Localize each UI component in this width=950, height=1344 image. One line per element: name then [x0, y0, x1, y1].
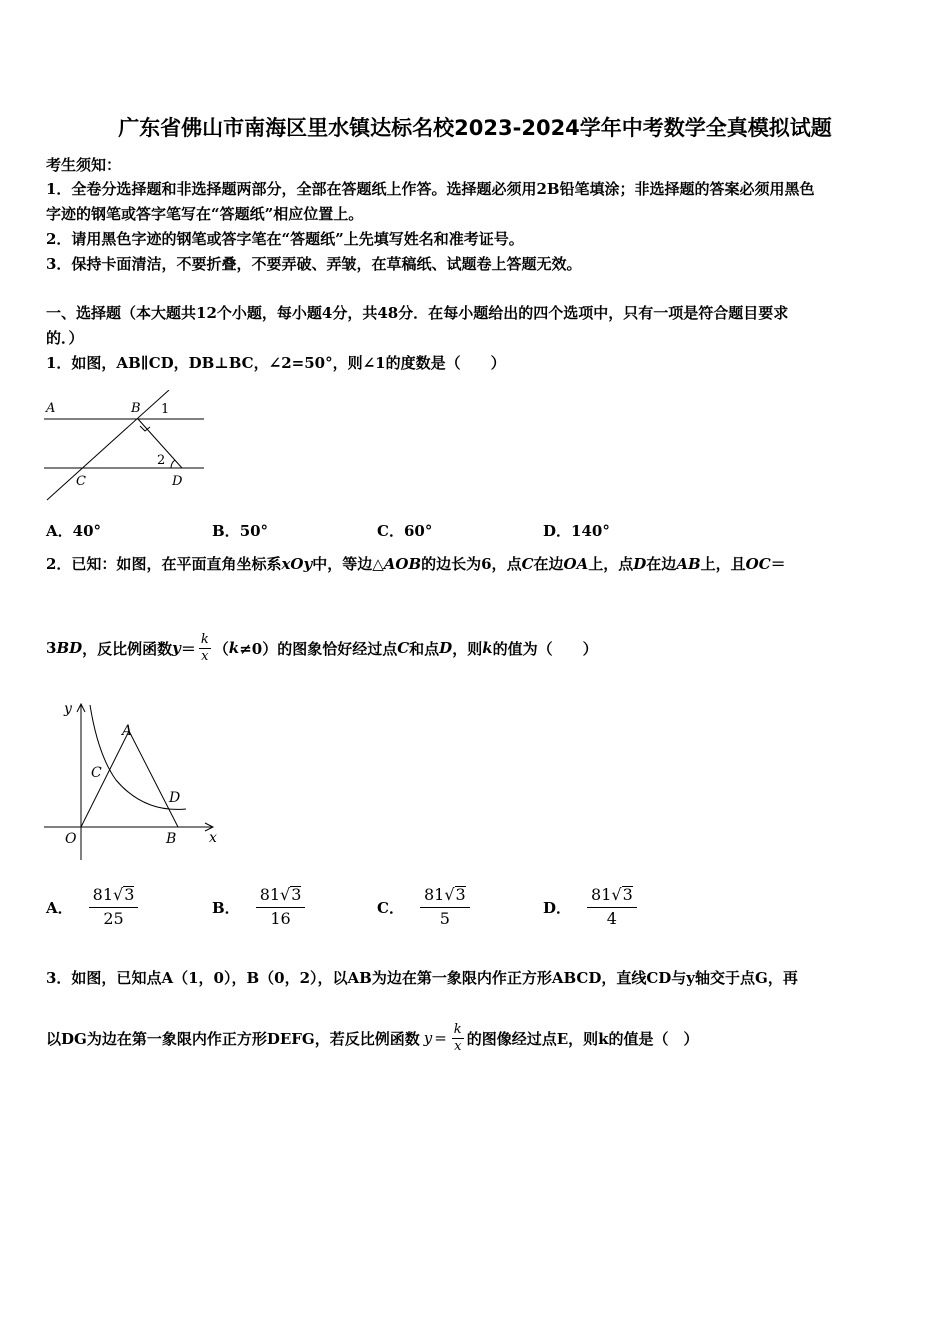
angle-2-arc	[171, 460, 175, 468]
option-a[interactable]: A．40°	[46, 522, 102, 540]
transversal-bc	[47, 390, 169, 500]
question-2-line-1: 2．已知：如图，在平面直角坐标系xOy中，等边△AOB的边长为6，点C在边OA上，点D在边AB上，且OC＝	[46, 555, 786, 573]
question-1-text: 1．如图，AB∥CD，DB⊥BC，∠2=50°，则∠1的度数是（ ）	[46, 354, 506, 372]
notice-heading: 考生须知：	[46, 156, 122, 174]
question-3-line-1: 3．如图，已知点A（1，0），B（0，2），以AB为边在第一象限内作正方形ABCD，直线CD与y轴交于点G，再	[46, 969, 798, 987]
page-title: 广东省佛山市南海区里水镇达标名校2023-2024学年中考数学全真模拟试题	[118, 116, 832, 140]
question-2-figure	[44, 695, 226, 863]
label-b: B	[131, 401, 141, 416]
option-c[interactable]: C．60°	[377, 522, 433, 540]
notice-item: 3．保持卡面清洁，不要折叠，不要弄破、弄皱，在草稿纸、试题卷上答题无效。	[46, 255, 582, 273]
label-angle-1: 1	[161, 402, 170, 417]
label-b: B	[166, 831, 177, 847]
side-ab	[129, 731, 181, 827]
question-3-line-2: 以DG为边在第一象限内作正方形DEFG，若反比例函数 y = $\frac{k}{x}$ 的图像经过点E，则k的值是（ ）	[46, 1021, 699, 1054]
section-heading: 一、选择题（本大题共12个小题，每小题4分，共48分．在每小题给出的四个选项中，只有一项是符合题目要求	[46, 304, 789, 322]
fraction-k-over-x: $\frac{k}{x}$	[200, 631, 209, 664]
label-a: A	[46, 401, 56, 416]
option-b[interactable]: B．50°	[212, 522, 269, 540]
option-d[interactable]: D．140°	[543, 522, 610, 540]
fraction-k-over-x: $\frac{k}{x}$	[453, 1021, 462, 1054]
label-d: D	[172, 474, 183, 489]
label-c: C	[76, 474, 86, 489]
option-a[interactable]: A． $\frac{81√3}{25}$	[46, 885, 138, 930]
section-heading-cont: 的．）	[46, 329, 84, 347]
option-c[interactable]: C． $\frac{81√3}{5}$	[377, 885, 470, 930]
label-y: y	[64, 701, 72, 717]
label-o: O	[65, 831, 77, 847]
notice-item: 1．全卷分选择题和非选择题两部分，全部在答题纸上作答。选择题必须用2B铅笔填涂；非选择题的答案必须用黑色	[46, 180, 815, 198]
notice-item: 字迹的钢笔或答字笔写在“答题纸”相应位置上。	[46, 205, 364, 223]
label-c: C	[91, 765, 102, 781]
option-b[interactable]: B． $\frac{81√3}{16}$	[212, 885, 305, 930]
side-oa	[81, 731, 129, 827]
option-d[interactable]: D． $\frac{81√3}{4}$	[543, 885, 637, 930]
label-angle-2: 2	[157, 453, 166, 468]
notice-item: 2．请用黑色字迹的钢笔或答字笔在“答题纸”上先填写姓名和准考证号。	[46, 230, 524, 248]
label-a: A	[122, 723, 133, 739]
label-d: D	[169, 790, 181, 806]
question-2-line-2: 3 BD ，反比例函数 y ＝ $\frac{k}{x}$ （ k ≠0）的图象恰好经过点 C 和点 D ，则 k 的值为（ ）	[46, 631, 598, 664]
question-1-figure	[44, 390, 206, 502]
label-x: x	[209, 830, 217, 846]
